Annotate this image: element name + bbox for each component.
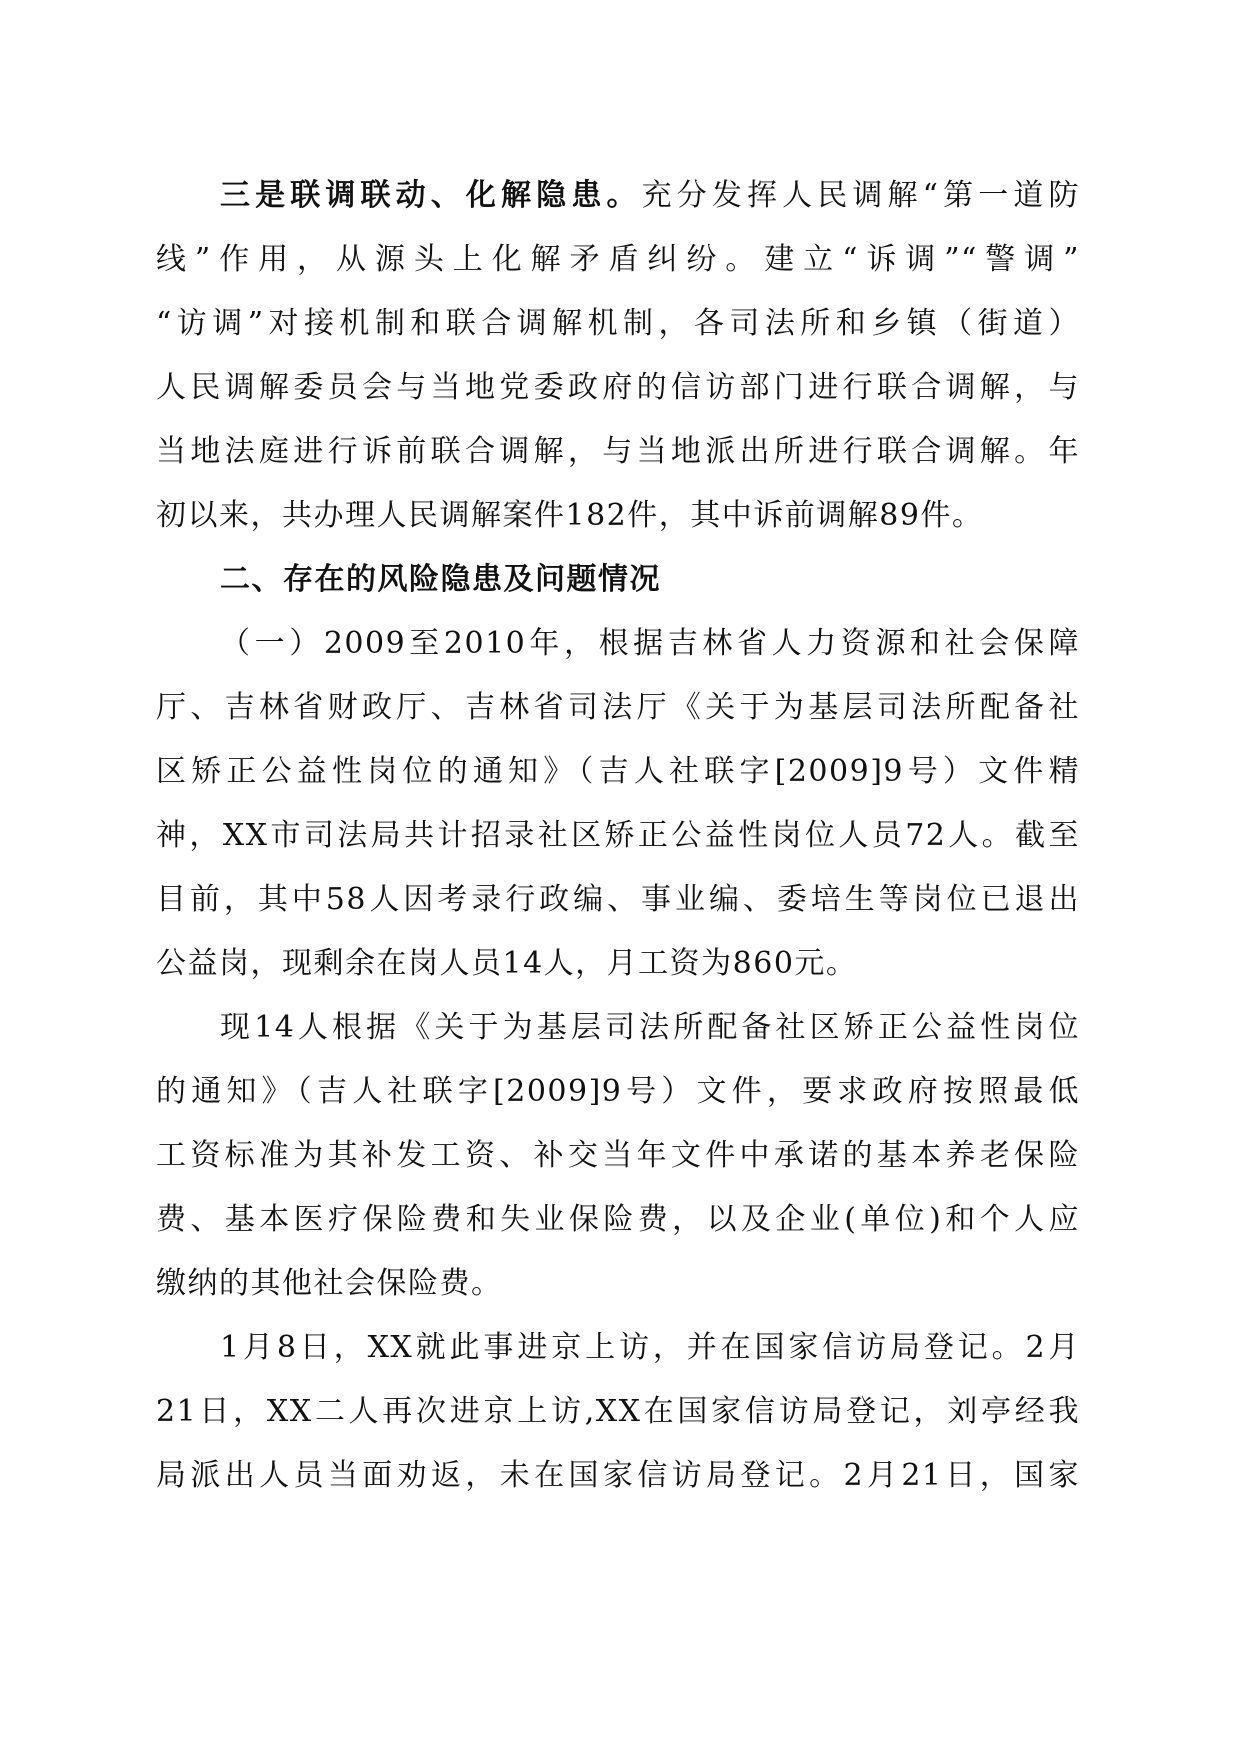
para2-line-5: 缴纳的其他社会保险费。 [156, 1266, 503, 1301]
item1-line-5: 目前，其中58人因考录行政编、事业编、委培生等岗位已退出 [156, 882, 1080, 917]
item1-line-2: 厅、吉林省财政厅、吉林省司法厅《关于为基层司法所配备社 [156, 690, 1080, 725]
para3-line-1: 1月8日，XX就此事进京上访，并在国家信访局登记。2月 [220, 1330, 1080, 1365]
para2-line-3: 工资标准为其补发工资、补交当年文件中承诺的基本养老保险 [156, 1138, 1080, 1173]
item1-line-6: 公益岗，现剩余在岗人员14人，月工资为860元。 [156, 946, 858, 981]
section3-line-3: “访调”对接机制和联合调解机制，各司法所和乡镇（街道） [156, 306, 1080, 341]
para3-line-3: 局派出人员当面劝返，未在国家信访局登记。2月21日，国家 [156, 1458, 1080, 1493]
item1-line-4: 神，XX市司法局共计招录社区矫正公益性岗位人员72人。截至 [156, 818, 1080, 853]
para3-line-2: 21日，XX二人再次进京上访,XX在国家信访局登记，刘亭经我 [156, 1394, 1080, 1429]
section3-line-1-text: 充分发挥人民调解“第一道防 [641, 178, 1080, 213]
para2-line-4: 费、基本医疗保险费和失业保险费，以及企业(单位)和个人应 [156, 1202, 1080, 1237]
section3-line-6: 初以来，共办理人民调解案件182件，其中诉前调解89件。 [156, 498, 984, 533]
para2-line-1: 现14人根据《关于为基层司法所配备社区矫正公益性岗位 [220, 1010, 1080, 1045]
section3-line-1 [220, 164, 1080, 228]
section-heading-2: 二、存在的风险隐患及问题情况 [220, 562, 661, 597]
para2-line-2: 的通知》（吉人社联字[2009]9号）文件，要求政府按照最低 [156, 1074, 1080, 1109]
item1-line-3: 区矫正公益性岗位的通知》（吉人社联字[2009]9号）文件精 [156, 754, 1080, 789]
section3-line-2: 线”作用，从源头上化解矛盾纠纷。建立“诉调”“警调” [156, 242, 1080, 277]
section3-title: 三是联调联动、化解隐患。 [220, 178, 642, 213]
section3-line-5: 当地法庭进行诉前联合调解，与当地派出所进行联合调解。年 [156, 434, 1080, 469]
section3-line-4: 人民调解委员会与当地党委政府的信访部门进行联合调解，与 [156, 370, 1080, 405]
item1-line-1: （一）2009至2010年，根据吉林省人力资源和社会保障 [220, 626, 1080, 661]
